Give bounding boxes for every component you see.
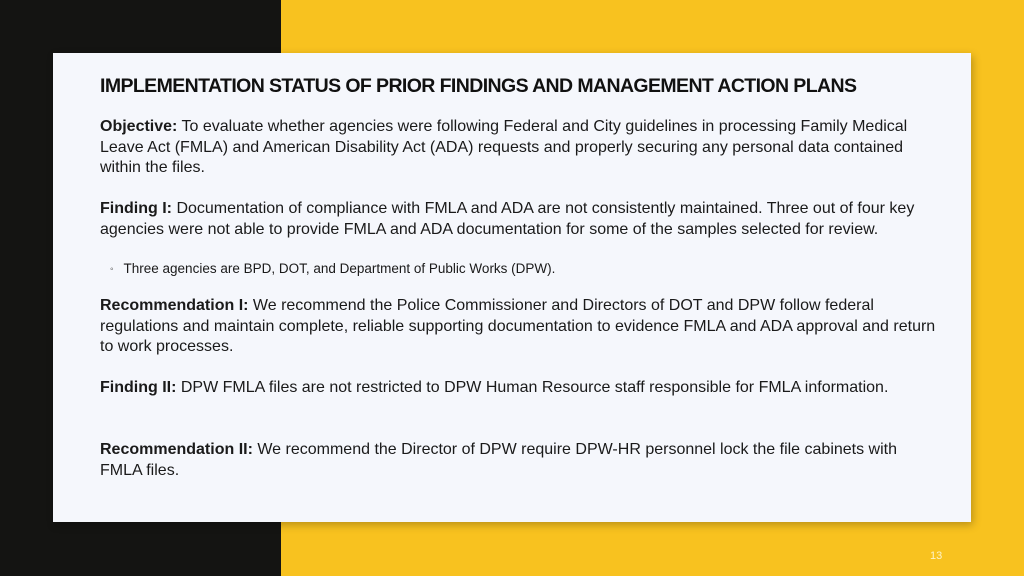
- recommendation-1-text: We recommend the Police Commissioner and Directors of DOT and DPW follow federal regulations and maintain complete, reliable supporting documentation to evidence FMLA and ADA approval and return to work processes.: [100, 297, 936, 355]
- recommendation-1-label: Recommendation I:: [100, 297, 249, 314]
- objective-label: Objective:: [100, 118, 178, 135]
- finding-1-text: Documentation of compliance with FMLA and ADA are not consistently maintained. Three out of four key agencies were not able to provide FMLA and ADA documentation for some of the samples selected for review.: [100, 200, 915, 238]
- page-number: 13: [930, 550, 943, 562]
- finding-1-bullet-text: Three agencies are BPD, DOT, and Department of Public Works (DPW).: [123, 261, 556, 276]
- recommendation-1-paragraph: [100, 296, 940, 358]
- finding-1-paragraph: [100, 199, 940, 240]
- finding-1-label: Finding I:: [100, 200, 172, 217]
- slide-title: IMPLEMENTATION STATUS OF PRIOR FINDINGS AND MANAGEMENT ACTION PLANS: [100, 75, 857, 97]
- finding-2-paragraph: [100, 378, 940, 399]
- content-card: [53, 53, 971, 522]
- finding-2-label: Finding II:: [100, 379, 177, 396]
- finding-1-bullet: [110, 261, 555, 276]
- recommendation-2-text: We recommend the Director of DPW require DPW-HR personnel lock the file cabinets with FMLA files.: [100, 441, 898, 479]
- finding-2-text: DPW FMLA files are not restricted to DPW Human Resource staff responsible for FMLA information.: [180, 379, 889, 396]
- objective-text: To evaluate whether agencies were following Federal and City guidelines in processing Family Medical Leave Act (FMLA) and American Disability Act (ADA) requests and properly securing any personal data contained within the files.: [100, 118, 908, 176]
- objective-paragraph: [100, 117, 940, 179]
- recommendation-2-label: Recommendation II:: [100, 441, 253, 458]
- hollow-bullet-icon: ◦: [110, 264, 114, 275]
- recommendation-2-paragraph: [100, 440, 940, 481]
